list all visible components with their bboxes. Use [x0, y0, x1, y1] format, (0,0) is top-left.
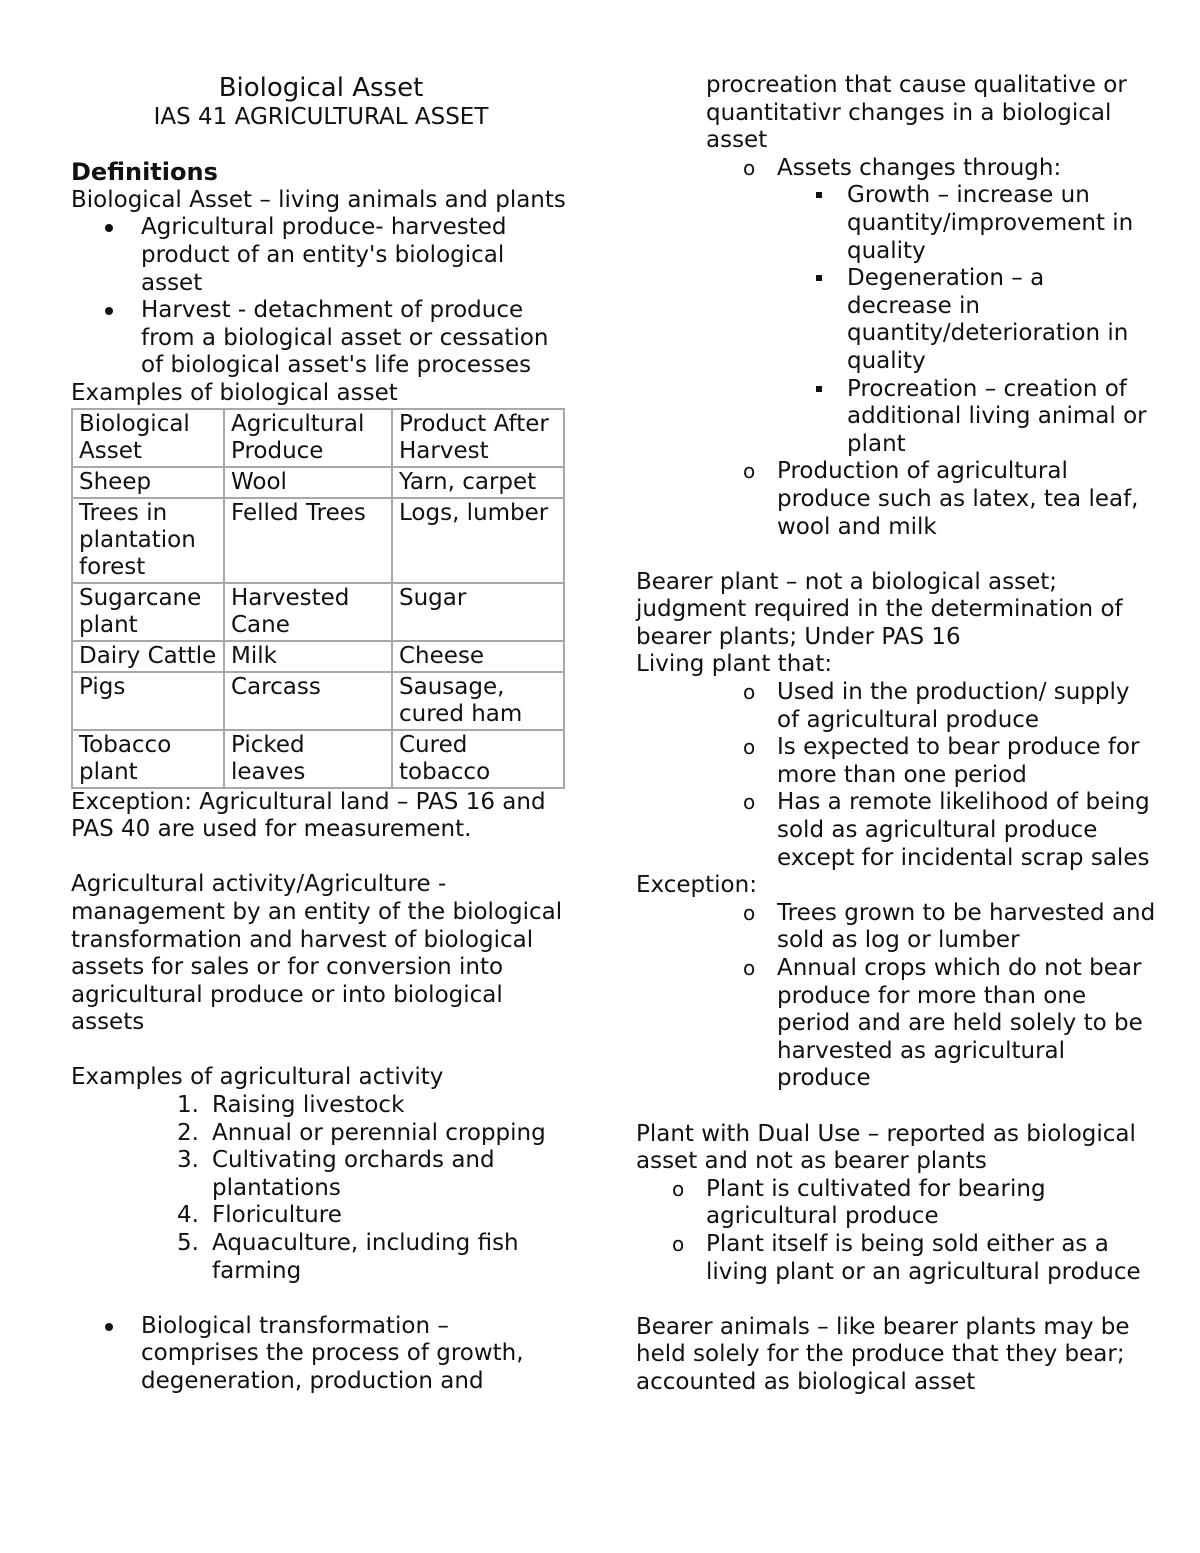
production-list [636, 458, 1156, 541]
list-item: Agricultural produce- harvested product of an entity's biological asset [141, 214, 571, 297]
table-cell: Dairy Cattle [72, 641, 224, 672]
table-cell: Felled Trees [224, 498, 392, 583]
table-cell: Pigs [72, 672, 224, 730]
document-subtitle: IAS 41 AGRICULTURAL ASSET [153, 104, 489, 130]
agricultural-activity-term: Agricultural activity/Agriculture - [71, 871, 447, 898]
living-plant-label: Living plant that: [636, 651, 833, 678]
list-item: o Has a remote likelihood of being sold as agricultural produce except for incidental scrap sales [777, 789, 1156, 872]
list-item: 5. Aquaculture, including fish farming [177, 1230, 519, 1284]
list-item: 1. Raising livestock [177, 1092, 405, 1119]
table-row [72, 730, 564, 788]
list-item: 4. Floriculture [177, 1202, 342, 1229]
bearer-plant-definition [636, 569, 1156, 652]
changes-sublist [636, 182, 1156, 458]
exception-list [636, 900, 1156, 1093]
table-cell: Trees in plantation forest [72, 498, 224, 583]
table-cell: Sheep [72, 467, 224, 498]
list-item: o Assets changes through: [777, 155, 1156, 183]
transformation-bullets [71, 1313, 571, 1396]
list-item: Harvest - detachment of produce from a biological asset or cessation of biological asset's life processes [141, 297, 571, 380]
definitions-heading: Definitions [71, 158, 218, 187]
list-item: o Used in the production/ supply of agricultural produce [777, 679, 1156, 734]
table-header-cell: Biological Asset [72, 409, 224, 467]
table-cell: Tobacco plant [72, 730, 224, 788]
right-column [636, 72, 1156, 1397]
changes-list [636, 155, 1156, 183]
list-item: Degeneration – a decrease in quantity/deterioration in quality [847, 265, 1156, 375]
table-header-cell: Agricultural Produce [224, 409, 392, 467]
living-plant-list [636, 679, 1156, 872]
activities-list [71, 1092, 571, 1285]
table-cell: Cheese [392, 641, 564, 672]
bearer-animals-definition [636, 1314, 1156, 1397]
table-cell: Sugar [392, 583, 564, 641]
examples-label: Examples of biological asset [71, 379, 398, 406]
examples-activity-label: Examples of agricultural activity [71, 1064, 444, 1091]
table-header-cell: Product After Harvest [392, 409, 564, 467]
list-item: Biological transformation – comprises the process of growth, degeneration, production and [141, 1313, 571, 1396]
list-item: 3. Cultivating orchards and plantations [177, 1147, 495, 1201]
table-cell: Wool [224, 467, 392, 498]
dual-use-text: reported as biological asset and not as bearer plants [636, 1120, 1136, 1175]
list-item: o Annual crops which do not bear produce for more than one period and are held solely to be harvested as agricultural produce [777, 955, 1156, 1093]
bearer-animals-text: – like bearer plants may be held solely for the produce that they bear; accounted as biological asset [636, 1313, 1130, 1395]
list-item: o Trees grown to be harvested and sold as log or lumber [777, 900, 1156, 955]
table-row [72, 641, 564, 672]
dual-use-list [636, 1176, 1156, 1286]
table-cell: Carcass [224, 672, 392, 730]
table-cell: Sugarcane plant [72, 583, 224, 641]
definition-bullets [71, 214, 571, 380]
transformation-continued: procreation that cause qualitative or quantitativr changes in a biological asset [706, 72, 1127, 154]
table-row [72, 672, 564, 730]
table-row [72, 498, 564, 583]
exception-land: Exception: Agricultural land – PAS 16 and PAS 40 are used for measurement. [71, 788, 546, 843]
exception-label: Exception: [636, 872, 757, 899]
list-item: Procreation – creation of additional living animal or plant [847, 376, 1156, 459]
table-row [72, 467, 564, 498]
biological-asset-text: living animals and plants [270, 186, 566, 213]
table-cell: Cured tobacco [392, 730, 564, 788]
bearer-plant-text: – not a biological asset; judgment required in the determination of bearer plants; Under PAS 16 [636, 568, 1123, 650]
list-item: 2. Annual or perennial cropping [177, 1119, 546, 1146]
list-item: o Is expected to bear produce for more than one period [777, 734, 1156, 789]
table-cell: Sausage, cured ham [392, 672, 564, 730]
table-cell: Logs, lumber [392, 498, 564, 583]
bearer-plant-term: Bearer plant [636, 568, 779, 595]
list-item: Growth – increase un quantity/improvement in quality [847, 182, 1156, 265]
table-header-row [72, 409, 564, 467]
biological-asset-definition [71, 187, 571, 215]
table-row [72, 583, 564, 641]
table-cell: Yarn, carpet [392, 467, 564, 498]
table-cell: Harvested Cane [224, 583, 392, 641]
bearer-animals-term: Bearer animals [636, 1313, 810, 1340]
table-cell: Milk [224, 641, 392, 672]
list-item: o Production of agricultural produce such as latex, tea leaf, wool and milk [777, 458, 1156, 541]
biological-asset-term: Biological Asset – [71, 186, 271, 213]
examples-table [71, 408, 565, 789]
agricultural-activity-definition [71, 871, 571, 1037]
agricultural-activity-text: management by an entity of the biological transformation and harvest of biological assets for sales or for conversion into agricultural produce or into biological assets [71, 898, 563, 1036]
table-cell: Picked leaves [224, 730, 392, 788]
dual-use-definition [636, 1121, 1156, 1176]
list-item: o Plant is cultivated for bearing agricultural produce [706, 1176, 1156, 1231]
left-column [71, 72, 571, 1396]
list-item: o Plant itself is being sold either as a living plant or an agricultural produce [706, 1231, 1156, 1286]
dual-use-term: Plant with Dual Use – [636, 1120, 880, 1147]
document-title: Biological Asset [218, 73, 424, 103]
